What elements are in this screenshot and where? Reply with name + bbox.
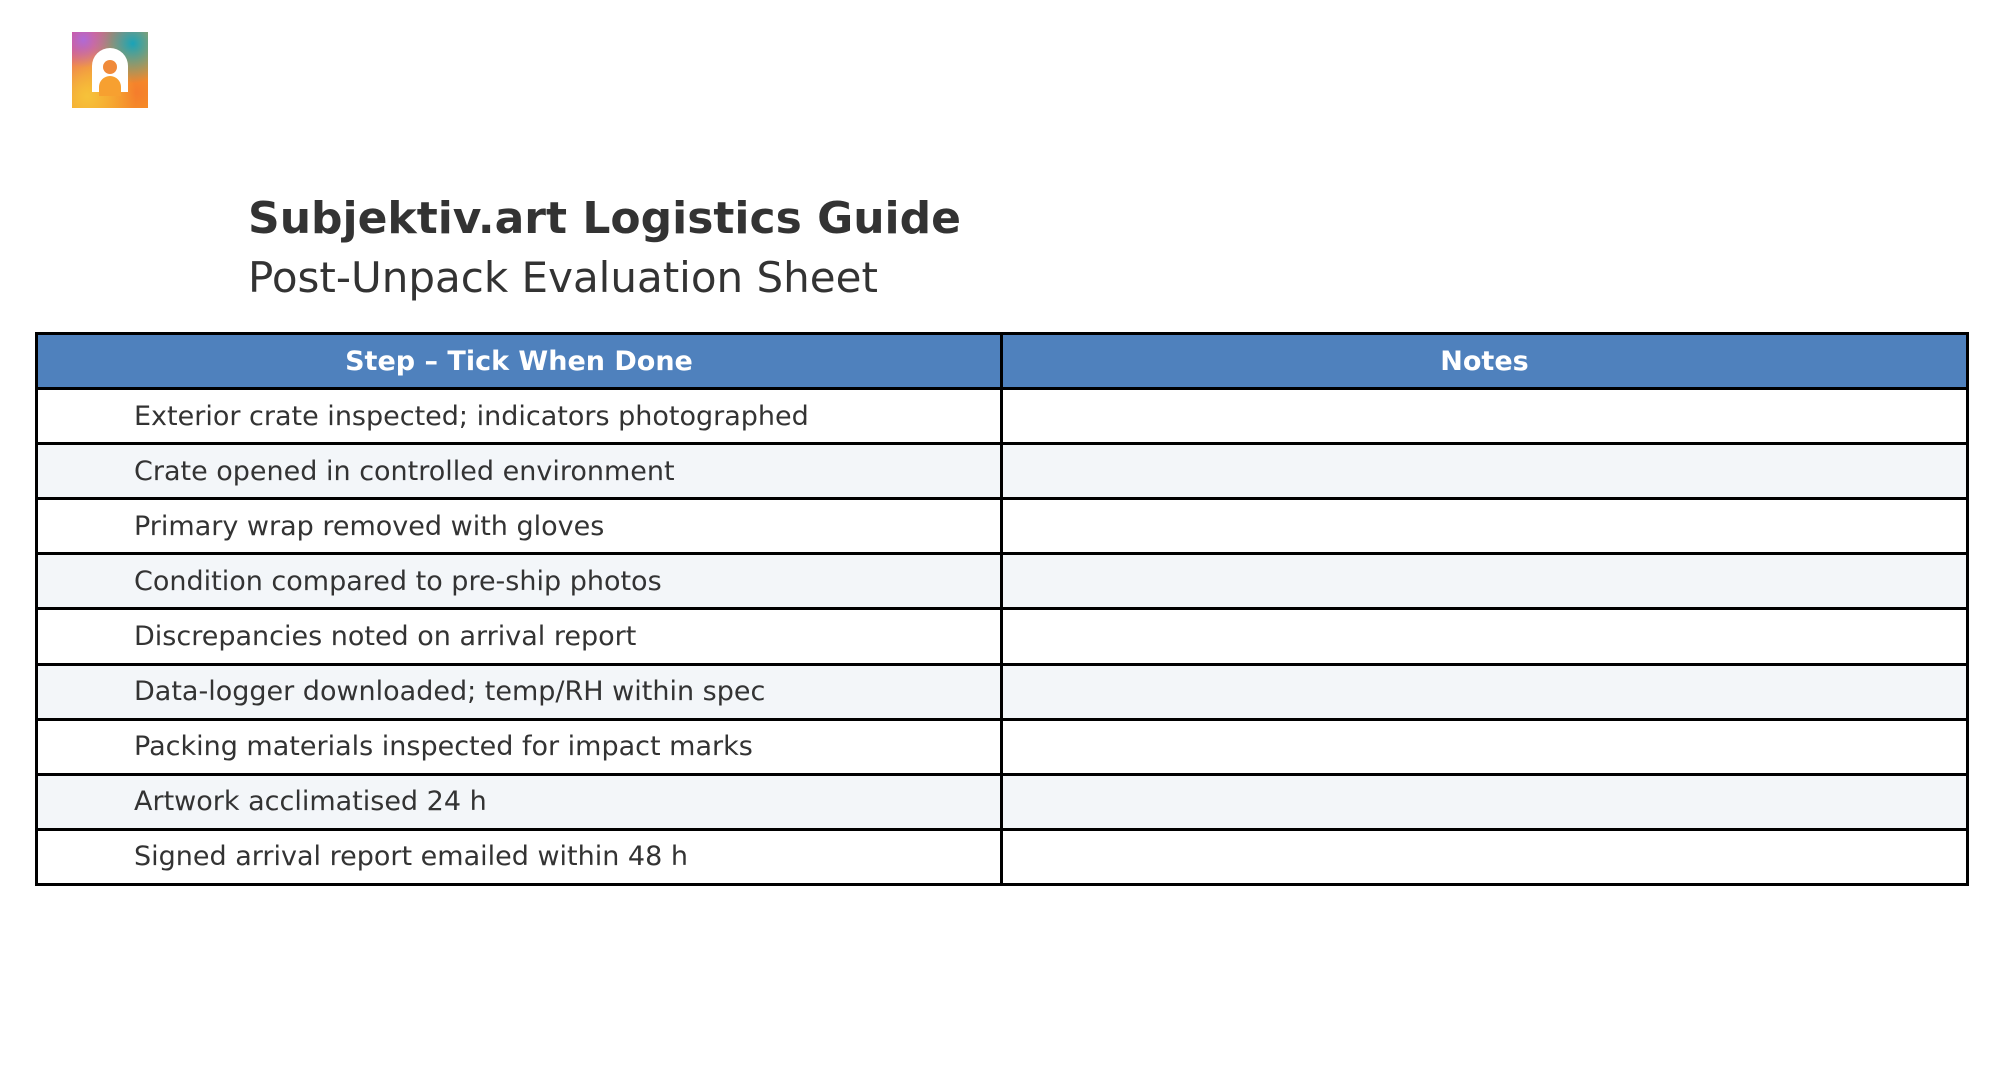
notes-cell[interactable] bbox=[1002, 609, 1968, 664]
column-header-notes: Notes bbox=[1002, 334, 1968, 389]
document-subtitle: Post-Unpack Evaluation Sheet bbox=[248, 253, 878, 302]
step-cell[interactable]: Condition compared to pre-ship photos bbox=[37, 554, 1002, 609]
step-cell[interactable]: Signed arrival report emailed within 48 h bbox=[37, 829, 1002, 884]
table-row bbox=[37, 664, 1968, 719]
table-row bbox=[37, 554, 1968, 609]
evaluation-table bbox=[35, 332, 1969, 886]
table-row bbox=[37, 609, 1968, 664]
notes-cell[interactable] bbox=[1002, 774, 1968, 829]
step-cell[interactable]: Exterior crate inspected; indicators photographed bbox=[37, 389, 1002, 444]
step-cell[interactable]: Discrepancies noted on arrival report bbox=[37, 609, 1002, 664]
notes-cell[interactable] bbox=[1002, 499, 1968, 554]
table-row bbox=[37, 499, 1968, 554]
logo-head-shape bbox=[103, 60, 117, 74]
step-cell[interactable]: Packing materials inspected for impact marks bbox=[37, 719, 1002, 774]
table-row bbox=[37, 719, 1968, 774]
notes-cell[interactable] bbox=[1002, 444, 1968, 499]
table-row bbox=[37, 774, 1968, 829]
notes-cell[interactable] bbox=[1002, 719, 1968, 774]
step-cell[interactable]: Crate opened in controlled environment bbox=[37, 444, 1002, 499]
notes-cell[interactable] bbox=[1002, 664, 1968, 719]
notes-cell[interactable] bbox=[1002, 554, 1968, 609]
notes-cell[interactable] bbox=[1002, 829, 1968, 884]
table-row bbox=[37, 389, 1968, 444]
step-cell[interactable]: Primary wrap removed with gloves bbox=[37, 499, 1002, 554]
table-header-row bbox=[37, 334, 1968, 389]
column-header-step: Step – Tick When Done bbox=[37, 334, 1002, 389]
step-cell[interactable]: Data-logger downloaded; temp/RH within spec bbox=[37, 664, 1002, 719]
table-row bbox=[37, 444, 1968, 499]
document-title: Subjektiv.art Logistics Guide bbox=[248, 193, 961, 244]
table-row bbox=[37, 829, 1968, 884]
logo-body-shape bbox=[99, 76, 121, 96]
step-cell[interactable]: Artwork acclimatised 24 h bbox=[37, 774, 1002, 829]
notes-cell[interactable] bbox=[1002, 389, 1968, 444]
subjektiv-logo-icon bbox=[72, 32, 148, 108]
